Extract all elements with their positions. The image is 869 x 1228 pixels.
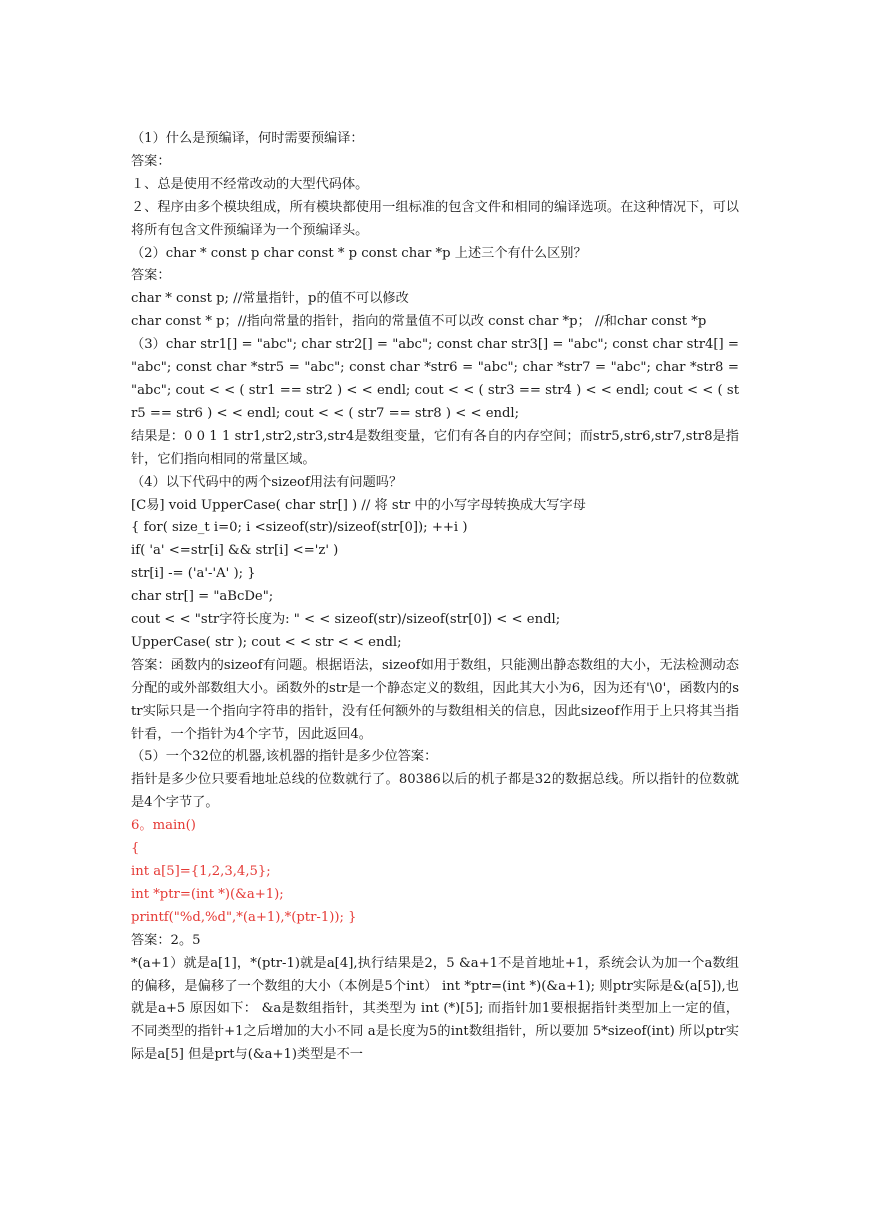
text-line: 答案： bbox=[131, 268, 171, 284]
text-line: ２、程序由多个模块组成，所有模块都使用一组标准的包含文件和相同的编译选项。在这种情况下，可以将所有包含文件预编译为一个预编译头。 bbox=[131, 199, 739, 238]
text-line: （2）char * const p char const * p const char *p 上述三个有什么区别？ bbox=[131, 245, 587, 261]
text-line: 指针是多少位只要看地址总线的位数就行了。80386以后的机子都是32的数据总线。所以指针的位数就是4个字节了。 bbox=[131, 772, 739, 811]
text-line: １、总是使用不经常改动的大型代码体。 bbox=[131, 176, 369, 192]
text-line: *(a+1）就是a[1]，*(ptr-1)就是a[4],执行结果是2，5 &a+1不是首地址+1，系统会认为加一个a数组的偏移，是偏移了一个数组的大小（本例是5个int） int *ptr=(int *)(&a+1); 则ptr实际是&(a[5]),也就是a+5 原因如下： &a是数组指针，其类型为 int (*)[5]; 而指针加1要根据指针类型加上一定的值，不同类型的指针+1之后增加的大小不同 a是长度为5的int数组指针，所以要加 5*sizeof(int) 所以ptr实际是a[5] 但是prt与(&a+1)类型是不一 bbox=[131, 955, 739, 1063]
text-line: （3）char str1[] = "abc"; char str2[] = "abc"; const char str3[] = "abc"; const char str4[] = "abc"; const char *str5 = "abc"; const char *str6 = "abc"; char *str7 = "abc"; char *str8 = "abc"; cout < < ( str1 == str2 ) < < endl; cout < < ( str3 == str4 ) < < endl; cout < < ( str5 == str6 ) < < endl; cout < < ( str7 == str8 ) < < endl; bbox=[131, 337, 744, 421]
text-line: char const * p；//指向常量的指针，指向的常量值不可以改 const char *p； //和char const *p bbox=[131, 314, 707, 330]
text-line: [C易] void UpperCase( char str[] ) // 将 str 中的小写字母转换成大写字母 bbox=[131, 497, 586, 513]
text-line: int *ptr=(int *)(&a+1); bbox=[131, 886, 284, 902]
text-line: UpperCase( str ); cout < < str < < endl; bbox=[131, 634, 402, 650]
document-page bbox=[131, 128, 744, 1067]
text-line: 6。main() bbox=[131, 818, 196, 834]
text-line: （4）以下代码中的两个sizeof用法有问题吗？ bbox=[131, 474, 403, 490]
text-line: 结果是：0 0 1 1 str1,str2,str3,str4是数组变量，它们有各自的内存空间；而str5,str6,str7,str8是指针，它们指向相同的常量区域。 bbox=[131, 428, 739, 467]
text-line: str[i] -= ('a'-'A' ); } bbox=[131, 566, 256, 582]
text-line: printf("%d,%d",*(a+1),*(ptr-1)); } bbox=[131, 909, 357, 925]
text-line: if( 'a' <=str[i] && str[i] <='z' ) bbox=[131, 543, 339, 559]
text-line: char * const p; //常量指针，p的值不可以修改 bbox=[131, 291, 409, 307]
text-line: （1）什么是预编译，何时需要预编译： bbox=[131, 131, 364, 146]
text-line: char str[] = "aBcDe"; bbox=[131, 589, 274, 605]
text-line: cout < < "str字符长度为: " < < sizeof(str)/sizeof(str[0]) < < endl; bbox=[131, 612, 561, 628]
text-line: 答案：2。5 bbox=[131, 932, 201, 948]
text-line: { bbox=[131, 841, 140, 857]
text-line: （5）一个32位的机器,该机器的指针是多少位答案： bbox=[131, 749, 438, 765]
text-line: int a[5]={1,2,3,4,5}; bbox=[131, 864, 271, 879]
text-line: 答案： bbox=[131, 153, 171, 169]
text-line: { for( size_t i=0; i <sizeof(str)/sizeof(str[0]); ++i ) bbox=[131, 520, 468, 536]
text-line: 答案：函数内的sizeof有问题。根据语法，sizeof如用于数组，只能测出静态数组的大小，无法检测动态分配的或外部数组大小。函数外的str是一个静态定义的数组，因此其大小为6，因为还有'\0'，函数内的str实际只是一个指向字符串的指针，没有任何额外的与数组相关的信息，因此sizeof作用于上只将其当指针看，一个指针为4个字节，因此返回4。 bbox=[131, 657, 739, 742]
